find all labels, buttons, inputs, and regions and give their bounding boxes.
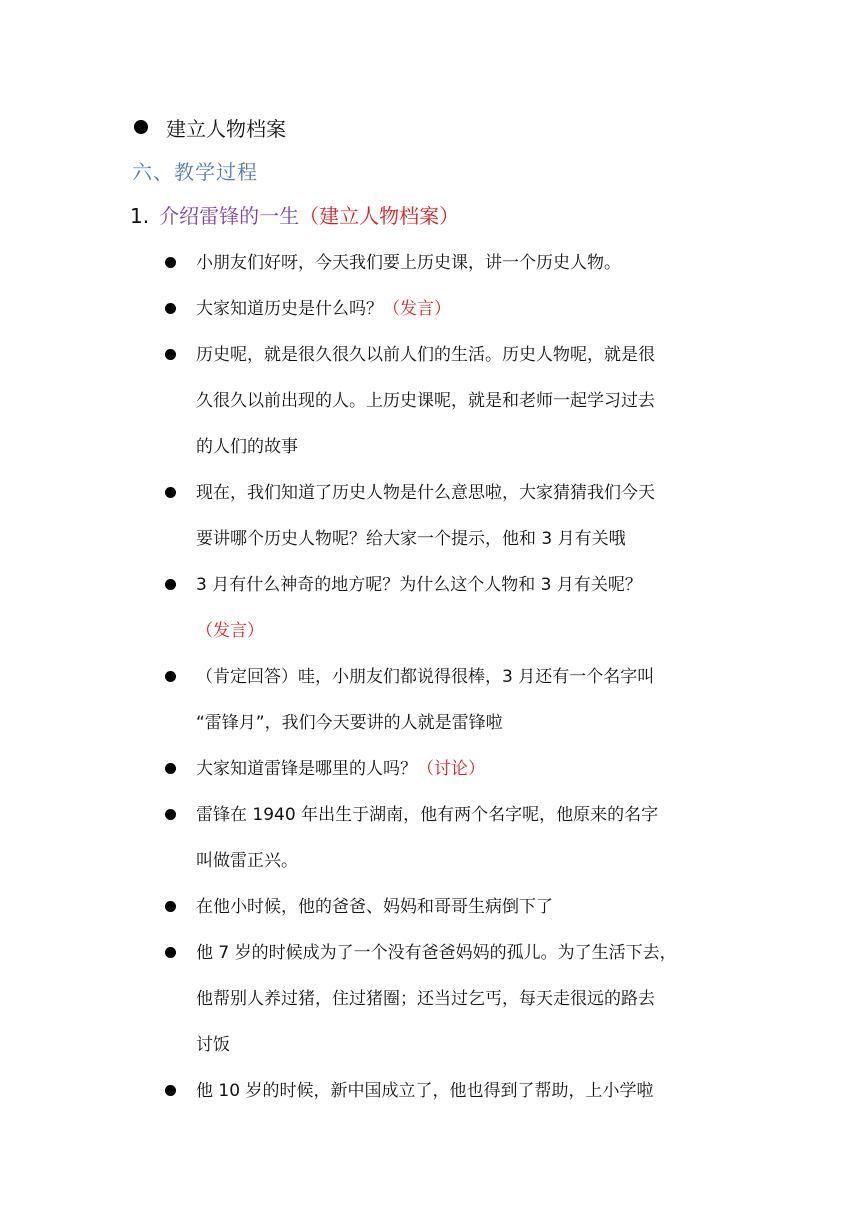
bullet-icon xyxy=(165,257,176,268)
top-item-text: 建立人物档案 xyxy=(166,116,286,141)
line-text: “雷锋月”，我们今天要讲的人就是雷锋啦 xyxy=(196,713,503,733)
line-annotation: （讨论） xyxy=(417,759,485,779)
list-item xyxy=(160,248,740,278)
line-text: 大家知道雷锋是哪里的人吗？ xyxy=(196,759,417,779)
list-item xyxy=(160,662,740,738)
line-annotation: （发言） xyxy=(383,299,451,319)
section-heading: 六、教学过程 xyxy=(132,160,258,184)
bullet-list xyxy=(160,248,740,1122)
line-text: 讨饭 xyxy=(196,1035,230,1055)
line-text: 要讲哪个历史人物呢？给大家一个提示，他和 3 月有关哦 xyxy=(196,529,626,549)
bullet-icon xyxy=(165,763,176,774)
line-text: 雷锋在 1940 年出生于湖南，他有两个名字呢，他原来的名字 xyxy=(196,805,659,825)
line-text: 他 10 岁的时候，新中国成立了，他也得到了帮助，上小学啦 xyxy=(196,1081,654,1101)
item-line xyxy=(196,984,740,1014)
line-text: 大家知道历史是什么吗？ xyxy=(196,299,383,319)
list-item xyxy=(160,754,740,784)
item-line xyxy=(196,662,740,692)
line-text: 久很久以前出现的人。上历史课呢，就是和老师一起学习过去 xyxy=(196,391,655,411)
bullet-icon xyxy=(165,671,176,682)
item-line xyxy=(196,892,740,922)
line-text: 历史呢，就是很久很久以前人们的生活。历史人物呢，就是很 xyxy=(196,345,655,365)
line-annotation: （发言） xyxy=(196,621,264,641)
bullet-icon xyxy=(165,1085,176,1096)
top-bullet-item xyxy=(132,112,286,142)
list-item xyxy=(160,570,740,646)
item-line xyxy=(196,708,740,738)
item-line xyxy=(196,570,740,600)
bullet-icon xyxy=(134,120,148,134)
item-line xyxy=(196,294,740,324)
item-line xyxy=(196,754,740,784)
list-item xyxy=(160,1076,740,1106)
line-text: 在他小时候，他的爸爸、妈妈和哥哥生病倒下了 xyxy=(196,897,553,917)
line-text: 叫做雷正兴。 xyxy=(196,851,298,871)
item-line xyxy=(196,1076,740,1106)
item-line xyxy=(196,846,740,876)
item-line xyxy=(196,524,740,554)
list-item xyxy=(160,800,740,876)
line-text: 小朋友们好呀，今天我们要上历史课，讲一个历史人物。 xyxy=(196,253,621,273)
list-item xyxy=(160,340,740,462)
bullet-icon xyxy=(165,303,176,314)
item-line xyxy=(196,248,740,278)
bullet-icon xyxy=(165,901,176,912)
line-text: 他帮别人养过猪，住过猪圈；还当过乞丐，每天走很远的路去 xyxy=(196,989,655,1009)
bullet-icon xyxy=(165,579,176,590)
subsection-title: 介绍雷锋的一生 xyxy=(159,204,300,228)
subsection-paren: （建立人物档案） xyxy=(299,204,460,228)
item-line xyxy=(196,1030,740,1060)
line-text: 3 月有什么神奇的地方呢？为什么这个人物和 3 月有关呢？ xyxy=(196,575,642,595)
item-line xyxy=(196,386,740,416)
list-item xyxy=(160,892,740,922)
line-text: 他 7 岁的时候成为了一个没有爸爸妈妈的孤儿。为了生活下去， xyxy=(196,943,677,963)
item-line xyxy=(196,616,740,646)
item-line xyxy=(196,800,740,830)
bullet-icon xyxy=(165,349,176,360)
line-text: 的人们的故事 xyxy=(196,437,298,457)
list-item xyxy=(160,294,740,324)
list-item xyxy=(160,478,740,554)
item-line xyxy=(196,938,740,968)
subsection-heading xyxy=(130,200,459,229)
list-item xyxy=(160,938,740,1060)
bullet-icon xyxy=(165,487,176,498)
bullet-icon xyxy=(165,947,176,958)
item-line xyxy=(196,478,740,508)
bullet-icon xyxy=(165,809,176,820)
item-line xyxy=(196,432,740,462)
line-text: 现在，我们知道了历史人物是什么意思啦，大家猜猜我们今天 xyxy=(196,483,655,503)
subsection-number: 1. xyxy=(130,204,150,228)
line-text: （肯定回答）哇，小朋友们都说得很棒，3 月还有一个名字叫 xyxy=(196,667,655,687)
item-line xyxy=(196,340,740,370)
